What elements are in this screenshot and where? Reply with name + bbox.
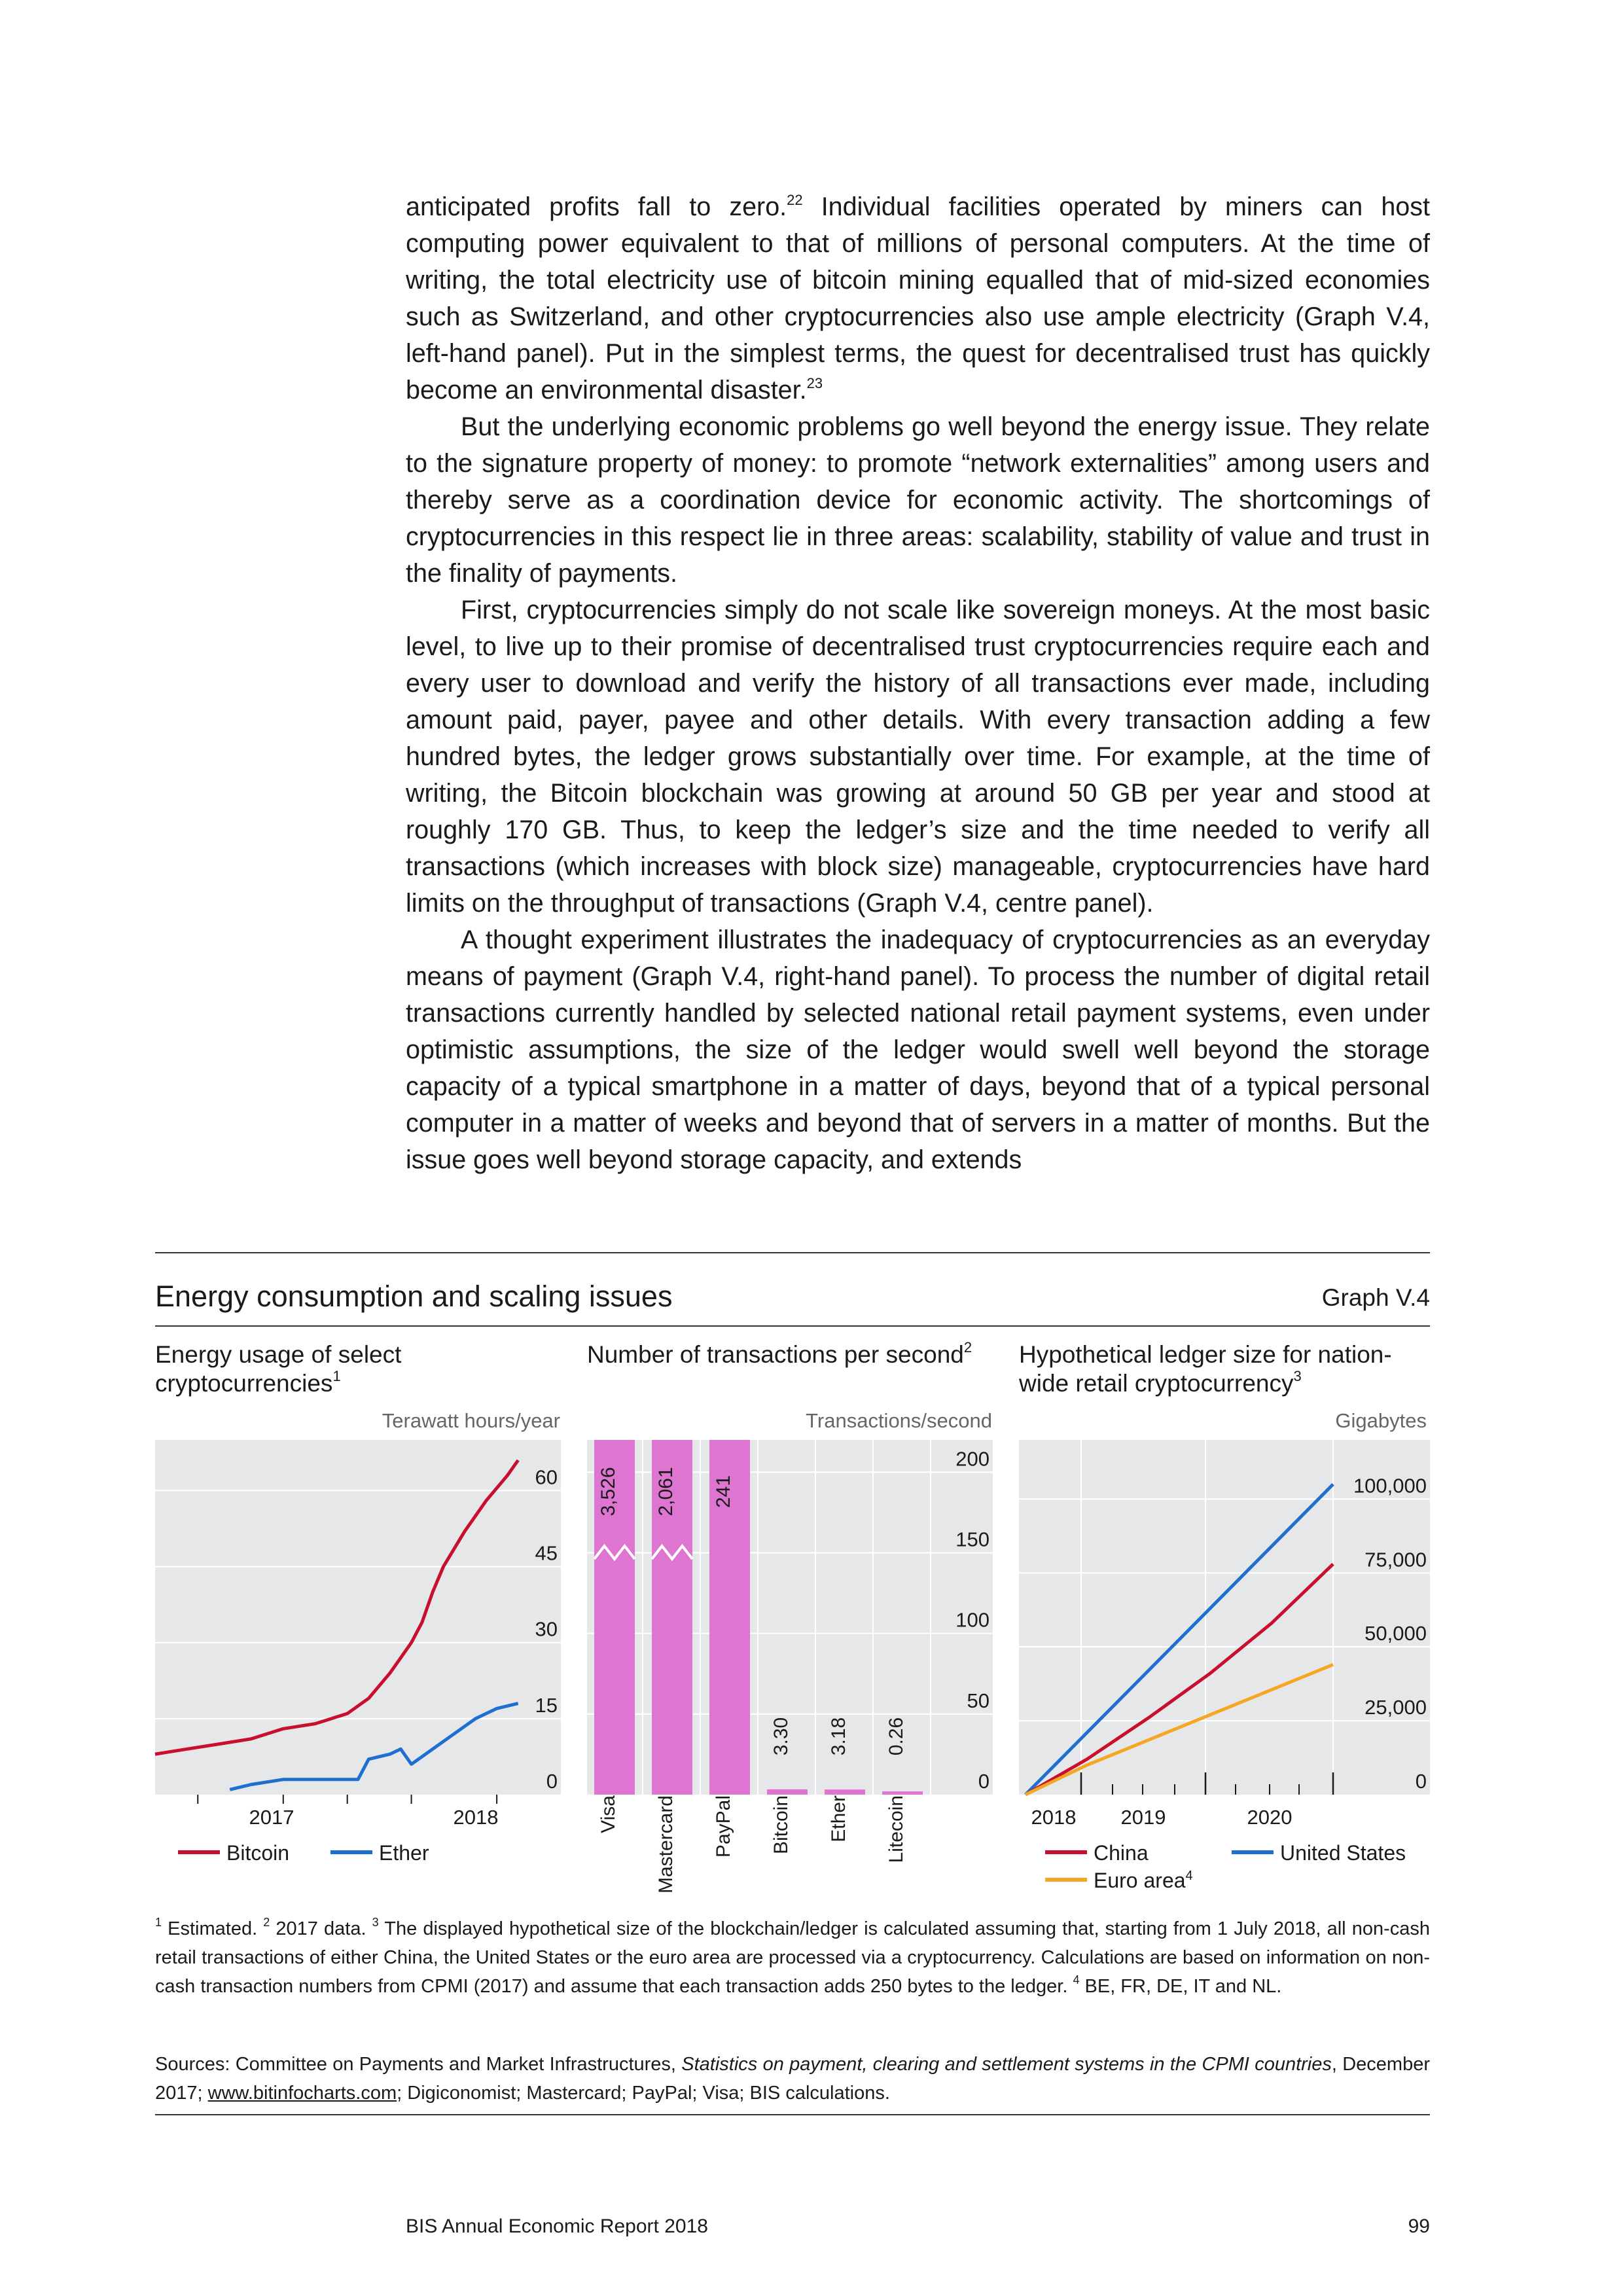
y-tick-label: 0 xyxy=(1415,1770,1427,1793)
y-tick-label: 0 xyxy=(978,1770,990,1793)
centre-chart xyxy=(587,1409,993,1893)
left-chart xyxy=(155,1409,561,1865)
y-tick-label: 200 xyxy=(955,1447,990,1471)
y-tick-label: 0 xyxy=(546,1770,558,1793)
graph-footnotes: $^1$ Estimated. $^2$ 2017 data. $^3$ The displayed hypothetical size of the blockchain/ledger is calculated assuming that, starting from 1 July 2018, all non-cash retail transactions of either China, the United States or the euro area are processed via a cryptocurrency. Calculations are based on information on non-cash transaction numbers from CPMI (2017) and assume that each transaction adds 250 bytes to the ledger. $^4$ BE, FR, DE, IT and NL. xyxy=(155,1916,1431,1997)
legend-euro: Euro area$^4$ xyxy=(1094,1869,1193,1892)
graph-title: Energy consumption and scaling issues xyxy=(155,1280,673,1313)
right-panel-title: Hypothetical ledger size for nation- wide retail cryptocurrency$^3$ xyxy=(1019,1341,1392,1397)
bar-ether xyxy=(825,1789,865,1795)
left-plot-bg xyxy=(155,1440,561,1795)
paragraph-4: A thought experiment illustrates the inadequacy of cryptocurrencies as an everyday means of payment (Graph V.4, right-hand panel). To process the number of digital retail transactions currently handled by selected national retail payment systems, even under optimistic assumptions, the size of the ledger would swell well beyond the storage capacity of a typical smartphone in a matter of days, beyond that of a typical personal computer in a matter of weeks and beyond that of servers in a matter of months. But the issue goes well beyond storage capacity, and extends xyxy=(406,925,1430,1174)
y-tick-label: 75,000 xyxy=(1364,1548,1427,1571)
y-tick-label: 150 xyxy=(955,1528,990,1551)
footnote-ref-23[interactable]: 23 xyxy=(806,374,823,391)
category-label: Mastercard xyxy=(655,1795,677,1894)
bar-value-label: 3,526 xyxy=(597,1467,619,1516)
bitinfocharts-link[interactable]: www.bitinfocharts.com xyxy=(207,2083,397,2104)
bar-value-label: 3.18 xyxy=(828,1717,849,1756)
paragraph-2: But the underlying economic problems go well beyond the energy issue. They relate to the signature property of money: to promote “network externalities” among users and thereby serve as a coordination device for economic activity. The shortcomings of cryptocurrencies in this respect lie in three areas: scalability, stability of value and trust in the finality of payments. xyxy=(406,412,1430,588)
legend-ether: Ether xyxy=(379,1841,429,1865)
footnote-ref-22[interactable]: 22 xyxy=(787,191,803,208)
bar-value-label: 2,061 xyxy=(655,1467,677,1516)
x-tick-label: 2017 xyxy=(249,1806,294,1829)
paragraph-3: First, cryptocurrencies simply do not scale like sovereign moneys. At the most basic level, to live up to their promise of decentralised trust cryptocurrencies require each and every user to download and verify the history of all transactions ever made, including amount paid, payer, payee and other details. With every transaction adding a few hundred bytes, the ledger grows substantially over time. For example, at the time of writing, the Bitcoin blockchain was growing at around 50 GB per year and stood at roughly 170 GB. Thus, to keep the ledger’s size and the time needed to verify all transactions (which increases with block size) manageable, cryptocurrencies have hard limits on the throughput of transactions (Graph V.4, centre panel). xyxy=(406,596,1430,918)
graph-sources: Sources: Committee on Payments and Market Infrastructures, Statistics on payment, clearing and settlement systems in the CPMI countries, December 2017; www.bitinfocharts.com; Digiconomist; Mastercard; PayPal; Visa; BIS calculations. xyxy=(155,2054,1430,2104)
left-unit-label: Terawatt hours/year xyxy=(382,1409,560,1432)
right-unit-label: Gigabytes xyxy=(1335,1409,1427,1432)
bar-value-label: 3.30 xyxy=(770,1717,792,1756)
y-tick-label: 100 xyxy=(955,1608,990,1632)
y-tick-label: 25,000 xyxy=(1364,1696,1427,1719)
left-x-ticks xyxy=(198,1795,498,1829)
bar-value-label: 0.26 xyxy=(885,1717,907,1756)
y-tick-label: 30 xyxy=(535,1617,558,1641)
category-label: Ether xyxy=(828,1795,849,1842)
legend-bitcoin: Bitcoin xyxy=(226,1841,290,1865)
x-tick-label: 2018 xyxy=(453,1806,499,1829)
y-tick-label: 100,000 xyxy=(1353,1474,1427,1498)
category-label: Litecoin xyxy=(885,1795,907,1863)
category-label: Visa xyxy=(597,1795,619,1833)
centre-unit-label: Transactions/second xyxy=(806,1409,992,1432)
y-tick-label: 60 xyxy=(535,1465,558,1489)
bar-bitcoin xyxy=(767,1789,808,1795)
centre-panel-title: Number of transactions per second$^2$ xyxy=(587,1338,972,1368)
legend-china: China xyxy=(1094,1841,1149,1865)
footer-report-title: BIS Annual Economic Report 2018 xyxy=(406,2215,708,2237)
bar-litecoin xyxy=(882,1791,923,1795)
graph-number: Graph V.4 xyxy=(1321,1284,1430,1311)
page-number: 99 xyxy=(1408,2215,1430,2237)
paragraph-1: anticipated profits fall to zero.$^{22}$ Individual facilities operated by miners can host computing power equivalent to that of millions of personal computers. At the time of writing, the total electricity use of bitcoin mining equalled that of mid-sized economies such as Switzerland, and other cryptocurrencies also use ample electricity (Graph V.4, left-hand panel). Put in the simplest terms, the quest for decentralised trust has quickly become an environmental disaster.$^{23}$ xyxy=(406,191,1430,404)
graph-bottom-rule xyxy=(155,2114,1430,2115)
x-tick-label: 2019 xyxy=(1120,1806,1166,1829)
x-tick-label: 2020 xyxy=(1247,1806,1293,1829)
y-tick-label: 45 xyxy=(535,1541,558,1565)
category-label: PayPal xyxy=(713,1795,734,1858)
x-tick-label: 2018 xyxy=(1031,1806,1077,1829)
y-tick-label: 50,000 xyxy=(1364,1622,1427,1645)
legend-us: United States xyxy=(1280,1841,1406,1865)
y-tick-label: 15 xyxy=(535,1693,558,1717)
right-chart xyxy=(1019,1409,1430,1892)
category-label: Bitcoin xyxy=(770,1795,792,1855)
left-panel-title: Energy usage of select cryptocurrencies$^1$ xyxy=(155,1341,402,1397)
y-tick-label: 50 xyxy=(967,1689,990,1712)
bar-value-label: 241 xyxy=(713,1475,734,1509)
